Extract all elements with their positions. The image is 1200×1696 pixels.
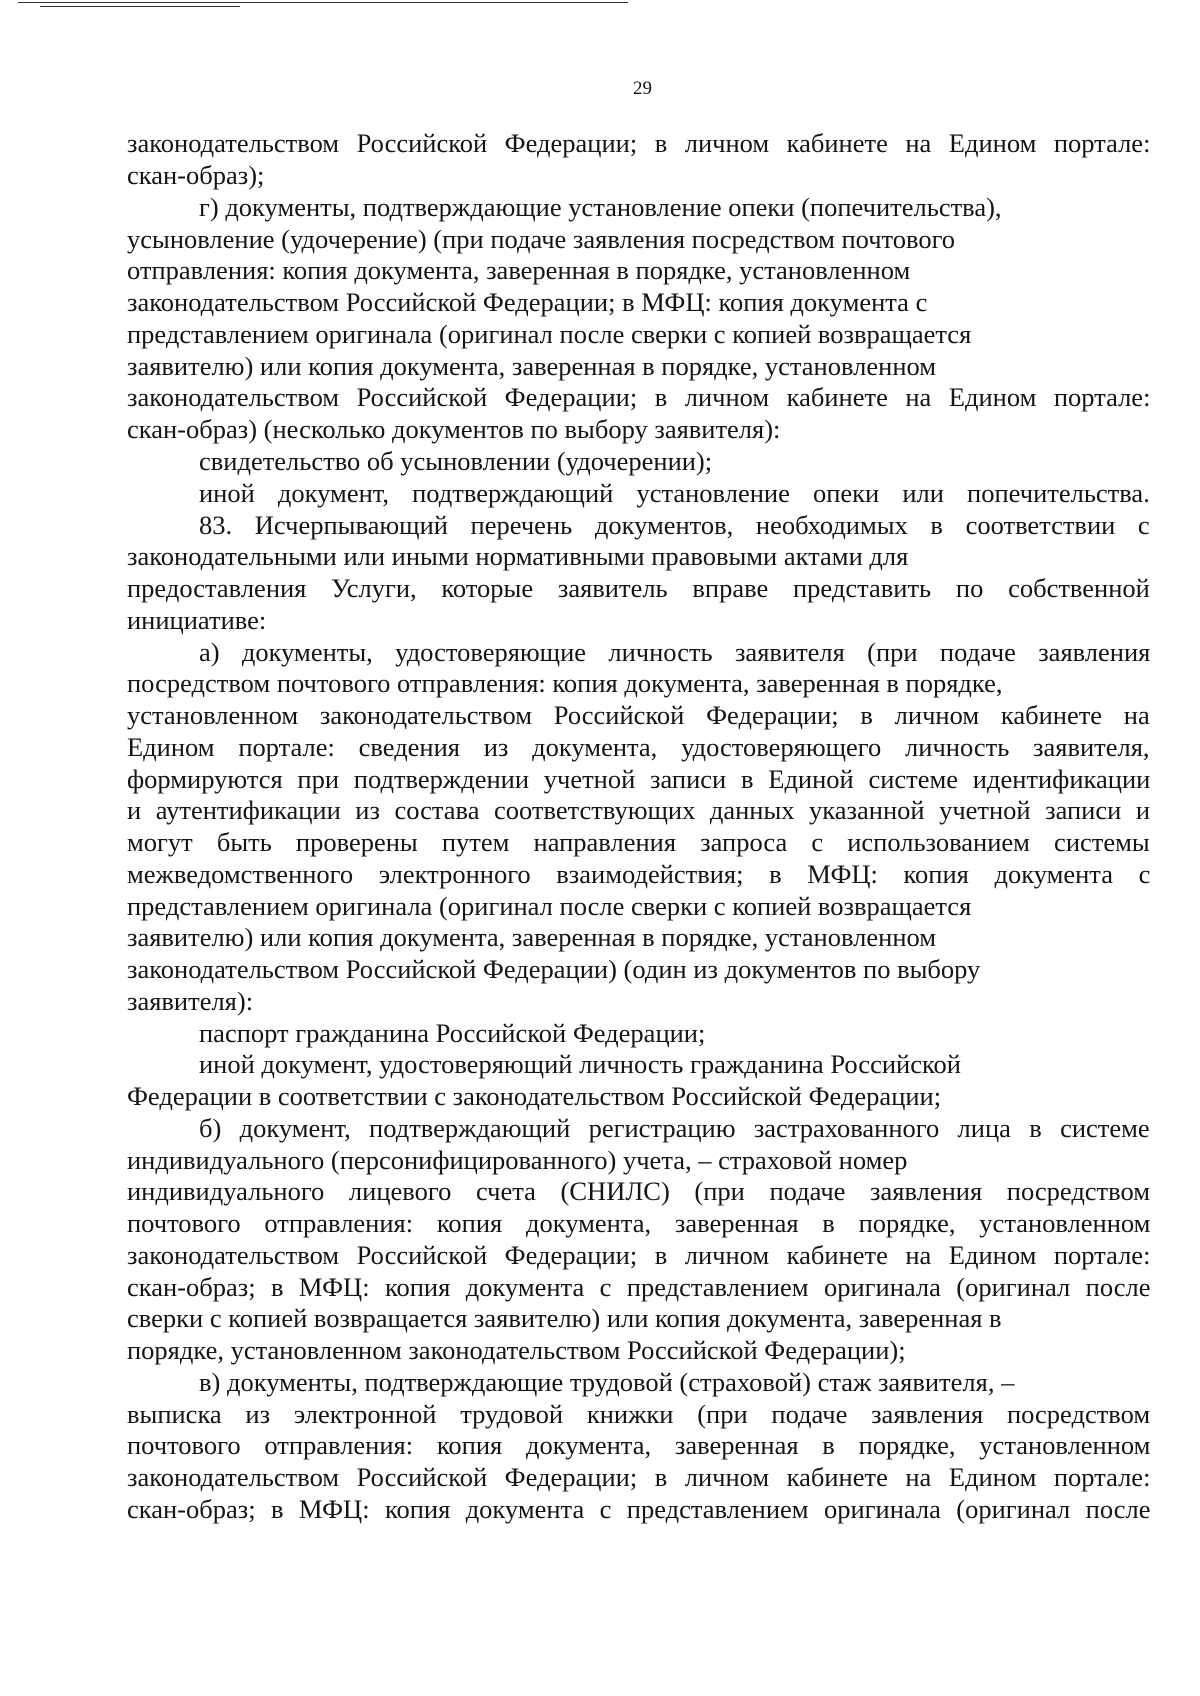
text-line: скан-образ) (несколько документов по выбору заявителя): (127, 414, 781, 444)
text-line: законодательством Российской Федерации; в МФЦ: копия документа с (127, 287, 928, 317)
text-line: законодательством Российской Федерации; в личном кабинете на Едином портале: (127, 1462, 1151, 1492)
page-number: 29 (633, 78, 652, 99)
text-line: посредством почтового отправления: копия документа, заверенная в порядке, (127, 668, 1003, 698)
text-line: формируются при подтверждении учетной записи в Единой системе идентификации (127, 764, 1151, 794)
text-line: б) документ, подтверждающий регистрацию застрахованного лица в системе (199, 1113, 1150, 1143)
text-line: паспорт гражданина Российской Федерации; (199, 1018, 706, 1048)
text-line: сверки с копией возвращается заявителю) или копия документа, заверенная в (127, 1303, 1002, 1333)
text-line: скан-образ; в МФЦ: копия документа с представлением оригинала (оригинал после (127, 1272, 1151, 1302)
text-line: межведомственного электронного взаимодействия; в МФЦ: копия документа с (127, 859, 1151, 889)
text-line: индивидуального (персонифицированного) учета, – страховой номер (127, 1145, 908, 1175)
text-line: установленном законодательством Российской Федерации; в личном кабинете на (127, 700, 1150, 730)
text-line: иной документ, подтверждающий установление опеки или попечительства. (199, 478, 1150, 508)
text-line: порядке, установленном законодательством Российской Федерации); (127, 1335, 906, 1365)
text-line: скан-образ); (127, 160, 265, 190)
text-line: заявителю) или копия документа, заверенная в порядке, установленном (127, 351, 937, 381)
text-line: свидетельство об усыновлении (удочерении); (199, 446, 713, 476)
text-line: законодательством Российской Федерации; в личном кабинете на Едином портале: (127, 1240, 1151, 1270)
text-line: выписка из электронной трудовой книжки (при подаче заявления посредством (127, 1399, 1151, 1429)
text-line: г) документы, подтверждающие установление опеки (попечительства), (199, 192, 1002, 222)
text-line: почтового отправления: копия документа, заверенная в порядке, установленном (127, 1208, 1151, 1238)
text-line: в) документы, подтверждающие трудовой (страховой) стаж заявителя, – (199, 1367, 1015, 1397)
text-line: почтового отправления: копия документа, заверенная в порядке, установленном (127, 1430, 1151, 1460)
text-line: а) документы, удостоверяющие личность заявителя (при подаче заявления (199, 637, 1151, 667)
scan-edge-line (18, 2, 628, 3)
text-line: заявителю) или копия документа, заверенная в порядке, установленном (127, 922, 937, 952)
text-line: законодательными или иными нормативными правовыми актами для (127, 541, 909, 571)
text-line: скан-образ; в МФЦ: копия документа с представлением оригинала (оригинал после (127, 1494, 1151, 1524)
text-line: законодательством Российской Федерации; в личном кабинете на Едином портале: (127, 382, 1151, 412)
text-line: представлением оригинала (оригинал после сверки с копией возвращается (127, 891, 972, 921)
text-line: иной документ, удостоверяющий личность гражданина Российской (199, 1049, 961, 1079)
scan-edge-line-short (40, 6, 240, 7)
text-line: законодательством Российской Федерации; в личном кабинете на Едином портале: (127, 128, 1151, 158)
text-line: 83. Исчерпывающий перечень документов, необходимых в соответствии с (199, 510, 1150, 540)
text-line: отправления: копия документа, заверенная в порядке, установленном (127, 255, 911, 285)
text-line: могут быть проверены путем направления запроса с использованием системы (127, 827, 1150, 857)
text-line: законодательством Российской Федерации) (один из документов по выбору (127, 954, 981, 984)
text-line: инициативе: (127, 605, 267, 635)
text-line: Федерации в соответствии с законодательством Российской Федерации; (127, 1081, 942, 1111)
text-line: заявителя): (127, 986, 254, 1016)
text-line: Едином портале: сведения из документа, удостоверяющего личность заявителя, (127, 732, 1150, 762)
text-line: представлением оригинала (оригинал после сверки с копией возвращается (127, 319, 972, 349)
text-line: предоставления Услуги, которые заявитель вправе представить по собственной (127, 573, 1150, 603)
text-line: индивидуального лицевого счета (СНИЛС) (при подаче заявления посредством (127, 1176, 1150, 1206)
text-line: и аутентификации из состава соответствующих данных указанной учетной записи и (127, 795, 1151, 825)
text-line: усыновление (удочерение) (при подаче заявления посредством почтового (127, 224, 956, 254)
